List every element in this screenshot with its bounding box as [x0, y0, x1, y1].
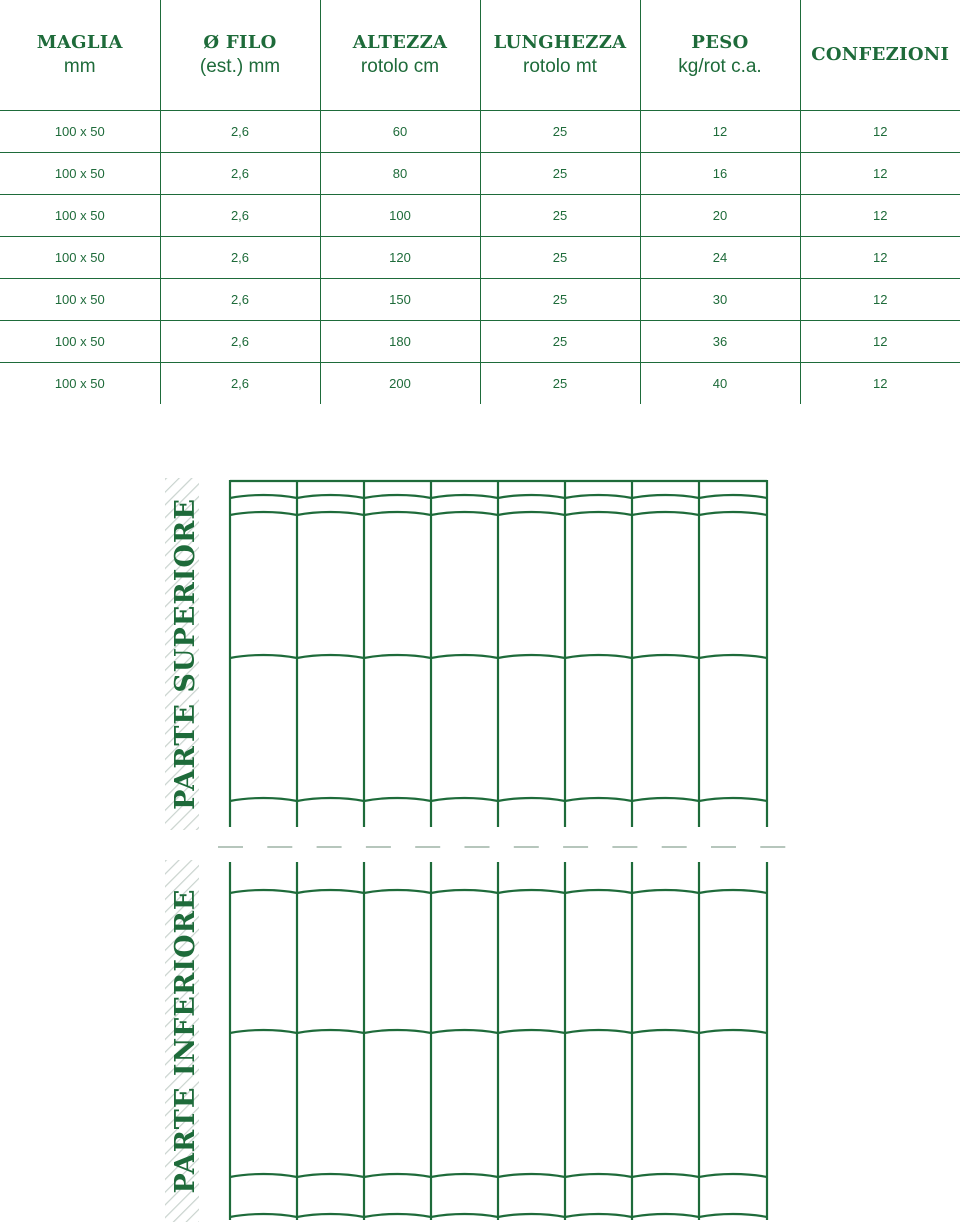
cell-altezza: 60: [320, 111, 480, 153]
header-peso-title: PESO: [691, 32, 749, 53]
cell-peso: 36: [640, 321, 800, 363]
table-row: [0, 153, 960, 195]
cell-peso: 24: [640, 237, 800, 279]
cell-maglia: 100 x 50: [54, 376, 105, 391]
table-row: [0, 321, 960, 363]
header-row: [0, 0, 960, 111]
cell-maglia: 100 x 50: [0, 279, 160, 321]
cell-altezza: 180: [320, 321, 480, 363]
header-confezioni-title: CONFEZIONI: [811, 44, 950, 65]
cell-filo: 2,6: [160, 195, 320, 237]
cell-peso: 30: [640, 279, 800, 321]
table-row: [0, 195, 960, 237]
lower-mesh-section: [230, 862, 767, 1220]
cell-lunghezza: 25: [480, 153, 640, 195]
header-lunghezza: [480, 0, 640, 111]
header-lunghezza-title: LUNGHEZZA: [493, 32, 627, 53]
cell-filo: 2,6: [160, 279, 320, 321]
cell-altezza: 80: [320, 153, 480, 195]
cell-maglia: 100 x 50: [0, 321, 160, 363]
header-filo-title: Ø FILO: [203, 32, 277, 53]
cell-confezioni: 12: [800, 195, 960, 237]
table-header: [0, 0, 960, 111]
header-altezza-title: ALTEZZA: [352, 32, 448, 53]
table-row: [0, 237, 960, 279]
wire-mesh-diagram: [0, 440, 960, 1230]
specifications-table: [0, 0, 960, 404]
table-row: [0, 111, 960, 153]
cell-altezza: 120: [320, 237, 480, 279]
cell-peso: 40: [640, 363, 800, 405]
header-altezza: [320, 0, 480, 111]
cell-altezza: 200: [320, 363, 480, 405]
header-peso-unit: kg/rot c.a.: [678, 56, 762, 77]
cell-peso: 16: [640, 153, 800, 195]
cell-lunghezza: 25: [480, 279, 640, 321]
header-lunghezza-unit: rotolo mt: [523, 56, 597, 77]
cell-maglia: 100 x 50: [0, 195, 160, 237]
cell-confezioni: 12: [800, 237, 960, 279]
cell-filo: 2,6: [160, 321, 320, 363]
cell-confezioni: 12: [800, 321, 960, 363]
table-body: [0, 111, 960, 405]
cell-confezioni: 12: [800, 153, 960, 195]
table-row: [0, 279, 960, 321]
top-section-label: PARTE SUPERIORE: [170, 498, 201, 810]
cell-confezioni: 12: [800, 279, 960, 321]
cell-maglia: 100 x 50: [0, 153, 160, 195]
table-row: [0, 363, 960, 405]
cell-lunghezza: 25: [480, 321, 640, 363]
cell-lunghezza: 25: [480, 363, 640, 405]
cell-lunghezza: 25: [480, 237, 640, 279]
cell-filo: 2,6: [160, 153, 320, 195]
bottom-section-label: PARTE INFERIORE: [170, 888, 201, 1194]
header-maglia-title: MAGLIA: [36, 32, 123, 53]
cell-altezza: 100: [320, 195, 480, 237]
header-altezza-unit: rotolo cm: [360, 56, 440, 77]
cell-altezza: 150: [320, 279, 480, 321]
cell-peso: 20: [640, 195, 800, 237]
header-maglia: [0, 0, 160, 111]
cell-maglia: 100 x 50: [0, 111, 160, 153]
header-filo-unit: (est.) mm: [199, 56, 281, 77]
cell-confezioni: 12: [800, 111, 960, 153]
cell-filo: 2,6: [160, 111, 320, 153]
cell-filo: 2,6: [160, 237, 320, 279]
upper-mesh-section: [230, 480, 767, 827]
cell-filo: 2,6: [160, 363, 320, 405]
header-filo: [160, 0, 320, 111]
header-maglia-unit: mm: [63, 56, 96, 77]
cell-peso: 12: [640, 111, 800, 153]
cell-lunghezza: 25: [480, 195, 640, 237]
cell-maglia: 100 x 50: [0, 237, 160, 279]
header-peso: [640, 0, 800, 111]
cell-confezioni: 12: [800, 363, 960, 405]
header-confezioni: [800, 0, 960, 111]
cell-lunghezza: 25: [480, 111, 640, 153]
